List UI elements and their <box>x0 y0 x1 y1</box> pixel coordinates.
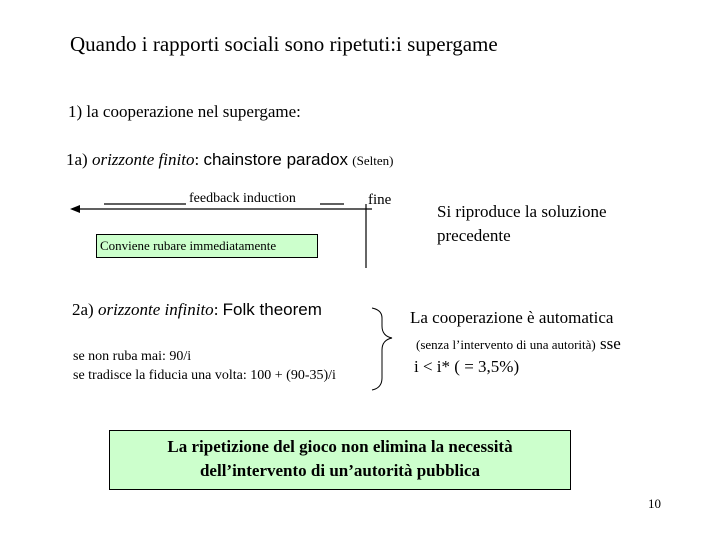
page-title: Quando i rapporti sociali sono ripetuti:i supergame <box>70 32 498 56</box>
page-number: 10 <box>648 496 661 511</box>
steal-box <box>96 234 318 258</box>
authority-paren: (senza l’intervento di una autorità) <box>416 337 596 352</box>
subsection-colon: : <box>194 150 204 169</box>
conclusion-box <box>109 430 571 490</box>
feedback-label: feedback induction <box>189 191 296 206</box>
subsection-infinite <box>72 300 322 320</box>
subsection-sans: chainstore paradox <box>203 150 349 169</box>
sse-label: sse <box>595 334 621 353</box>
subsection-italic: orizzonte finito <box>91 150 195 169</box>
section-heading: 1) la cooperazione nel supergame: <box>68 102 301 121</box>
subsection2-sans: Folk theorem <box>222 300 322 319</box>
authority-note <box>416 334 621 354</box>
subsection2-italic: orizzonte infinito <box>97 300 214 319</box>
subsection-small: (Selten) <box>352 153 394 168</box>
payoff-line-2: se tradisce la fiducia una volta: 100 + (90-35)/i <box>73 368 336 383</box>
steal-box-text: Conviene rubare immediatamente <box>100 238 277 253</box>
subsection2-colon: : <box>213 300 223 319</box>
conclusion-line-1: La ripetizione del gioco non elimina la necessità <box>167 437 513 456</box>
payoff-line-1: se non ruba mai: 90/i <box>73 349 192 364</box>
reproduce-note: Si riproduce la soluzione precedente <box>437 202 607 245</box>
fine-label: fine <box>368 192 392 208</box>
subsection-prefix: 1a) <box>66 150 92 169</box>
cooperation-note: La cooperazione è automatica <box>410 308 614 327</box>
subsection2-prefix: 2a) <box>72 300 98 319</box>
condition-inequality: i < i* ( = 3,5%) <box>414 357 520 376</box>
conclusion-line-2: dell’intervento di un’autorità pubblica <box>199 461 481 480</box>
subsection-finite <box>66 150 393 170</box>
